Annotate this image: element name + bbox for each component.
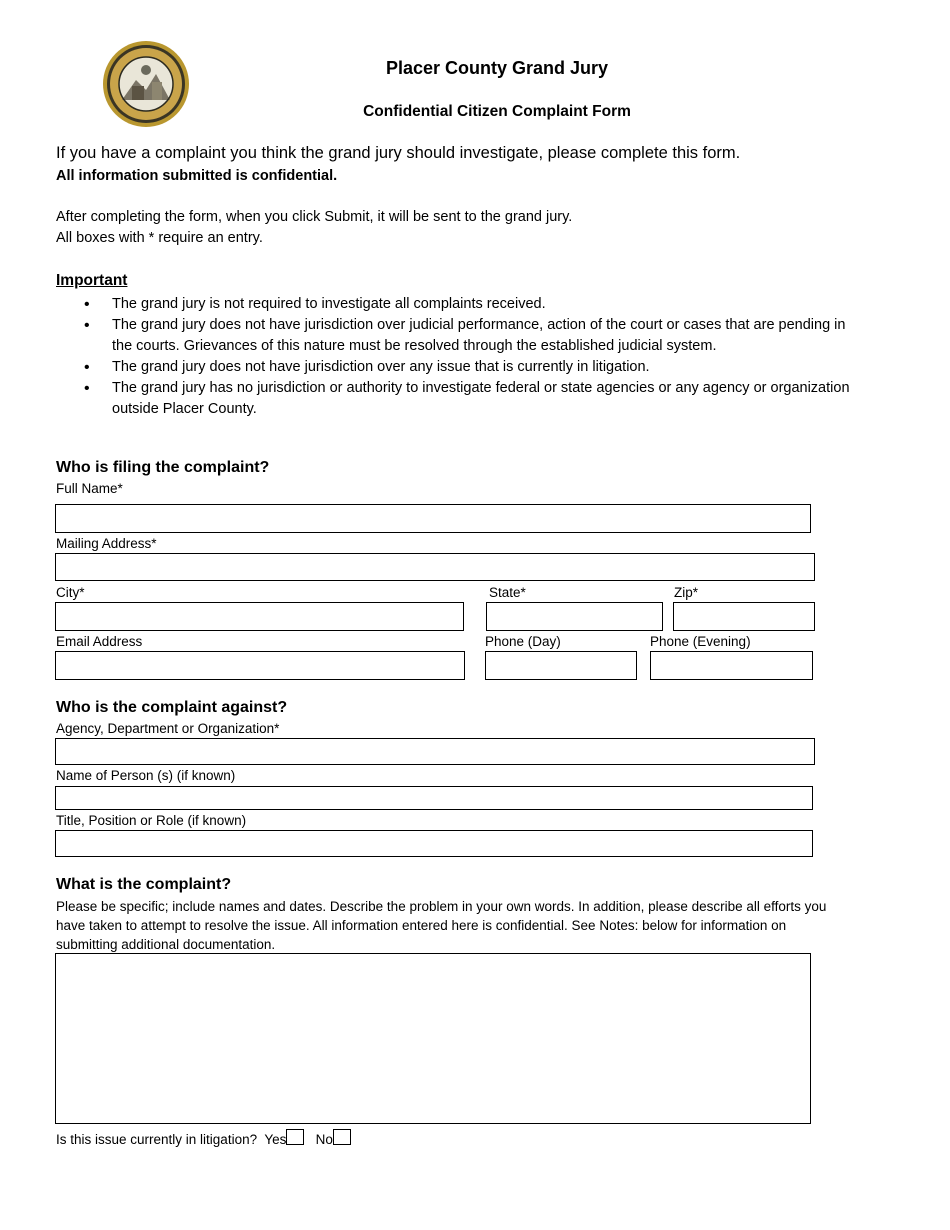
- no-checkbox[interactable]: [333, 1129, 351, 1145]
- important-item: • The grand jury does not have jurisdiction over judicial performance, action of the court or cases that are pending in the courts. Grievances of this nature must be resolved through the established judicial system.: [56, 315, 856, 357]
- phone-day-field[interactable]: [485, 651, 637, 680]
- form-title: Placer County Grand Jury: [385, 58, 609, 78]
- email-field[interactable]: [55, 651, 465, 680]
- important-heading: Important: [56, 272, 128, 289]
- litigation-question-label: Is this issue currently in litigation?: [56, 1132, 258, 1147]
- complaint-textarea[interactable]: [55, 953, 811, 1124]
- mailing-address-label: Mailing Address*: [56, 536, 157, 551]
- person-name-label: Name of Person (s) (if known): [56, 768, 236, 783]
- mailing-address-field[interactable]: [55, 553, 815, 581]
- title-role-label: Title, Position or Role (if known): [56, 813, 247, 828]
- confidential-notice: All information submitted is confidential.: [56, 168, 338, 184]
- full-name-field[interactable]: [55, 504, 811, 533]
- email-label: Email Address: [56, 634, 143, 649]
- phone-evening-field[interactable]: [650, 651, 813, 680]
- agency-field[interactable]: [55, 738, 815, 765]
- state-field[interactable]: [486, 602, 663, 631]
- agency-label: Agency, Department or Organization*: [56, 721, 280, 736]
- yes-checkbox[interactable]: [286, 1129, 304, 1145]
- submit-instructions: After completing the form, when you click Submit, it will be sent to the grand jury.: [56, 209, 573, 225]
- phone-evening-label: Phone (Evening): [650, 634, 751, 649]
- person-name-field[interactable]: [55, 786, 813, 810]
- zip-label: Zip*: [674, 585, 699, 600]
- intro-text: If you have a complaint you think the grand jury should investigate, please complete this form.: [56, 144, 741, 162]
- no-label: No: [315, 1132, 333, 1147]
- important-item: • The grand jury does not have jurisdiction over any issue that is currently in litigation.: [56, 357, 856, 378]
- complaint-instructions: Please be specific; include names and dates. Describe the problem in your own words. In addition, please describe all efforts you have taken to attempt to resolve the issue. All information entered here is confidential. See Notes: below for information on submitting additional documentation.: [56, 899, 827, 952]
- complaint-heading: What is the complaint?: [56, 876, 232, 893]
- city-label: City*: [56, 585, 85, 600]
- against-heading: Who is the complaint against?: [56, 699, 288, 716]
- title-role-field[interactable]: [55, 830, 813, 857]
- phone-day-label: Phone (Day): [485, 634, 561, 649]
- zip-field[interactable]: [673, 602, 815, 631]
- state-label: State*: [489, 585, 526, 600]
- important-list: [56, 294, 856, 420]
- important-item: • The grand jury has no jurisdiction or authority to investigate federal or state agencies or any agency or organization outside Placer County.: [56, 378, 856, 420]
- full-name-label: Full Name*: [56, 481, 123, 496]
- form-subtitle: Confidential Citizen Complaint Form: [363, 103, 631, 120]
- yes-label: Yes: [264, 1132, 287, 1147]
- city-field[interactable]: [55, 602, 464, 631]
- important-item: • The grand jury is not required to investigate all complaints received.: [56, 294, 856, 315]
- required-note: All boxes with * require an entry.: [56, 230, 263, 246]
- filer-heading: Who is filing the complaint?: [56, 459, 270, 476]
- litigation-question-row: [56, 1129, 351, 1147]
